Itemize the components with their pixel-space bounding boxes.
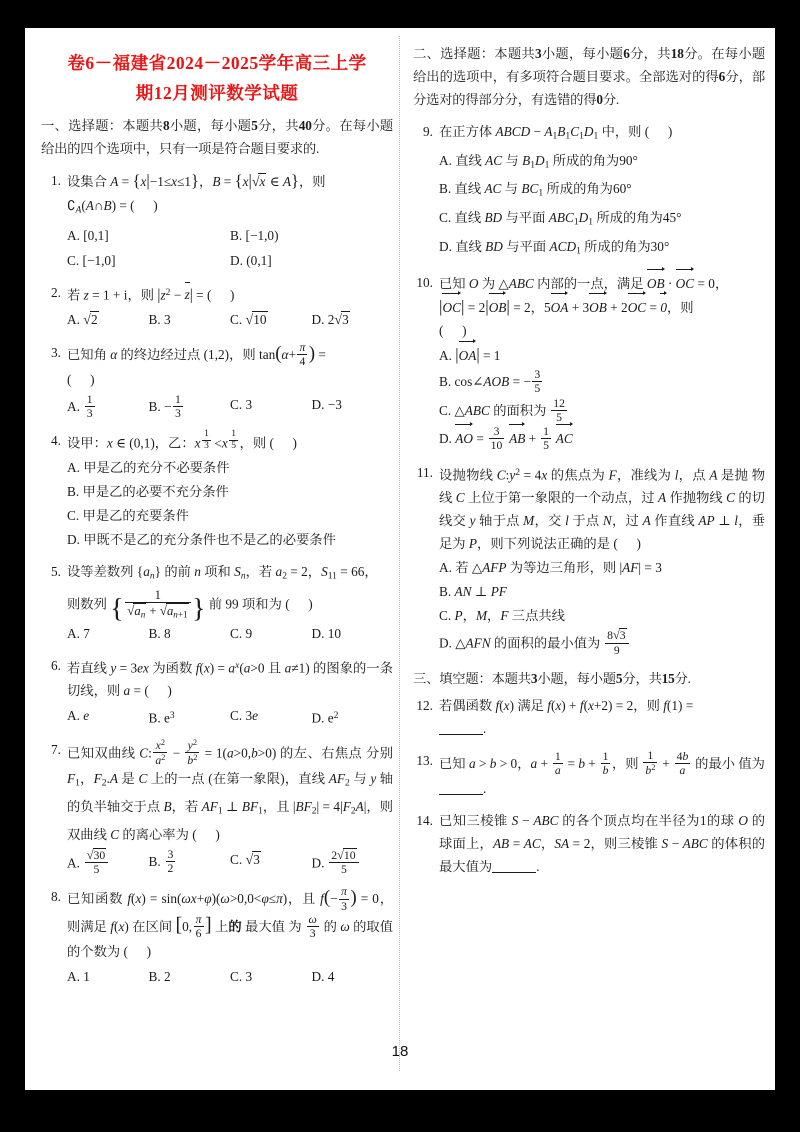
question-7 — [41, 738, 393, 876]
page-title-line1: 卷6－福建省2024－2025学年高三上学 — [67, 53, 367, 73]
question-7-option-d[interactable]: D. $\frac{2√10}{5}$ — [312, 848, 394, 877]
question-11-option-b[interactable]: B. AN ⊥ PF — [439, 584, 507, 600]
question-12 — [413, 694, 765, 740]
question-4-option-c[interactable]: C. 甲是乙的充要条件 — [67, 508, 189, 524]
question-13-number: 13. — [416, 753, 433, 769]
question-8-option-d[interactable]: D. 4 — [311, 968, 335, 984]
question-3-option-b[interactable]: B. − $\frac{1}{3}$ — [148, 393, 181, 421]
question-9-option-b[interactable]: B. 直线 AC 与 $BC_1$ 所成的角为60° — [439, 181, 632, 200]
question-8-option-b[interactable]: B. 2 — [148, 968, 171, 984]
question-13 — [413, 749, 765, 800]
page-number: 18 — [391, 1043, 409, 1060]
question-4-option-b[interactable]: B. 甲是乙的必要不充分条件 — [67, 484, 229, 500]
question-6-option-a[interactable]: A. e — [67, 708, 90, 724]
question-6-option-b[interactable]: B. $e^3$ — [148, 710, 175, 726]
question-7-option-b[interactable]: B. $\frac{3}{2}$ — [148, 847, 174, 875]
question-1-stem: 设集合 A = {x|−1≤x≤1}，B = {x|√x ∈ A}，则 $∁_A(A\cap B)$ = ( ) — [67, 171, 326, 216]
question-4-options — [67, 456, 393, 551]
question-9-option-d[interactable]: D. 直线 BD 与平面 $ACD_1$ 所成的角为30° — [439, 238, 670, 257]
question-4-option-d[interactable]: D. 甲既不是乙的充分条件也不是乙的必要条件 — [67, 532, 336, 548]
question-8-number: 8. — [51, 889, 61, 905]
question-3-option-c[interactable]: C. 3 — [230, 397, 253, 413]
question-6-number: 6. — [51, 657, 61, 673]
question-7-options — [67, 848, 393, 877]
page-title — [41, 48, 393, 108]
question-11-stem: 设抛物线 $C:y^2 = 4x$ 的焦点为 F，准线为 l，点 A 是抛 物线 C 上位于第一象限的一个动点，过 A 作抛物线 C 的切线交 y 轴于点 M，交 l 于点 N，过 A 作直线 AP ⊥ l，垂足为 P，则下列说法正确的是 ( ) — [439, 466, 766, 552]
question-10-options — [439, 343, 765, 452]
question-1-option-d[interactable]: D. (0,1] — [230, 252, 272, 268]
question-12-stem: 若偶函数 f(x) 满足 f(x) + f(x+2) = 2，则 f(1) = . — [439, 698, 694, 737]
question-14 — [413, 809, 765, 878]
question-8-options — [67, 965, 393, 988]
question-10-option-c[interactable]: C. △ABC 的面积为 $\frac{12}{5}$ — [439, 396, 565, 424]
question-2-stem: 若 z = 1 + i，则 $|z^2 - z|$ = ( ) — [67, 281, 393, 306]
question-11-option-a[interactable]: A. 若 △AFP 为等边三角形，则 |AF| = 3 — [439, 560, 662, 576]
question-6-stem: 若直线 y = 3ex 为函数 $f(x) = a^x(a>0$ 且 a≠1) 的图象的一条切线，则 a = ( ) — [67, 659, 393, 699]
question-5-option-c[interactable]: C. 9 — [230, 625, 253, 641]
question-4-option-a[interactable]: A. 甲是乙的充分不必要条件 — [67, 460, 230, 476]
question-6-option-c[interactable]: C. 3e — [230, 708, 259, 724]
question-3-options — [67, 393, 393, 420]
right-column — [413, 40, 765, 878]
question-9-number: 9. — [423, 124, 433, 139]
question-10 — [413, 271, 765, 452]
question-3 — [41, 341, 393, 420]
question-9-stem: 在正方体 ABCD − $A_1B_1C_1D_1$ 中，则 ( ) — [439, 124, 673, 142]
question-4 — [41, 429, 393, 551]
question-12-number: 12. — [416, 698, 433, 714]
question-7-option-c[interactable]: C. √3 — [230, 851, 260, 868]
question-1-option-b[interactable]: B. [−1,0) — [230, 227, 279, 243]
question-6-options — [67, 704, 393, 729]
question-9 — [413, 120, 765, 262]
question-1-option-c[interactable]: C. [−1,0] — [67, 252, 116, 268]
question-11 — [413, 461, 765, 657]
question-3-option-a[interactable]: A. $\frac{1}{3}$ — [67, 393, 93, 421]
question-2-number: 2. — [51, 284, 61, 300]
question-8-option-c[interactable]: C. 3 — [230, 968, 253, 984]
question-10-number: 10. — [416, 275, 433, 291]
question-1-options-row-2 — [67, 249, 393, 272]
question-11-option-c[interactable]: C. P，M，F 三点共线 — [439, 608, 565, 624]
question-9-options — [439, 149, 765, 263]
question-5-stem: 设等差数列 $\{a_n\}$ 的前 n 项和 $S_n$，若 $a_2 = 2$，$S_{11} = 66$， 则数列 { $\frac{1}{√a_n + √a_{n+1}}$ } 前 99 项和为 ( ) — [67, 564, 378, 624]
question-3-number: 3. — [51, 344, 61, 360]
question-4-number: 4. — [51, 433, 61, 449]
question-1-option-a[interactable]: A. [0,1] — [67, 227, 109, 243]
question-7-number: 7. — [51, 742, 61, 758]
question-10-option-a[interactable]: A. |OA| = 1 — [439, 343, 765, 367]
page-title-line2: 期12月测评数学试题 — [135, 83, 299, 103]
question-2 — [41, 281, 393, 332]
section-one-header: 一、选择题：本题共8小题，每小题5分，共40分。在每小题给出的四个选项中，只有一项是符合题目要求的. — [41, 118, 393, 156]
question-3-stem: 已知角 α 的终边经过点 (1,2)，则 tan(α+ $\frac{\pi}{4}$ ) = ( ) — [67, 340, 326, 388]
question-8-option-a[interactable]: A. 1 — [67, 968, 90, 984]
question-2-option-c[interactable]: C. √10 — [230, 311, 267, 328]
question-14-answer-blank[interactable] — [492, 872, 536, 873]
question-5-option-b[interactable]: B. 8 — [148, 625, 171, 641]
question-14-stem: 已知三棱锥 S − ABC 的各个顶点均在半径为1的球 O 的球面上，AB = AC，SA = 2，则三棱锥 S − ABC 的体积的最大值为 . — [439, 813, 766, 875]
question-5-option-d[interactable]: D. 10 — [311, 625, 342, 641]
question-7-stem: 已知双曲线 C: $\frac{x^2}{a^2}$ − $\frac{y^2}{b^2}$ = 1(a>0,b>0) 的左、右焦点 分别 $F_1$，$F_2.A$ 是 C 上的一点 (在第一象限)，直线 $AF_2$ 与 y 轴的负半轴交于点 B，若 $AF_1$ ⊥ $BF_1$，且 $|BF_2| = 4|F_2A|$，则双曲线 C 的离心率为 ( ) — [67, 737, 394, 842]
question-5-option-a[interactable]: A. 7 — [67, 625, 90, 641]
question-2-options — [67, 308, 393, 332]
question-1 — [41, 169, 393, 272]
question-5-options — [67, 622, 393, 645]
question-5-number: 5. — [51, 564, 61, 580]
section-two-header: 二、选择题：本题共3小题，每小题6分，共18分。在每小题给出的选项中，有多项符合题目要求。全部选对的得6分，部分选对的得部分分，有选错的得0分. — [413, 46, 765, 107]
question-1-number: 1. — [51, 173, 61, 188]
question-13-stem: 已知 a > b > 0，a + $\frac{1}{a}$ = b + $\frac{1}{b}$ ，则 $\frac{1}{b^2}$ + $\frac{4b}{a}$ 的最小 值为. — [439, 749, 765, 797]
question-6-option-d[interactable]: D. $e^2$ — [311, 710, 339, 726]
question-2-option-a[interactable]: A. √2 — [67, 311, 98, 328]
question-4-stem: 设甲：x ∈ (0,1)，乙：x $^{\frac{1}{3}}$ <x $^{\frac{1}{5}}$ ，则 ( ) — [67, 428, 297, 452]
exam-page — [25, 28, 775, 1090]
question-10-option-d[interactable]: D. AO = $\frac{3}{10}$ AB + $\frac{1}{5}$ AC — [439, 424, 573, 452]
question-12-answer-blank[interactable] — [439, 734, 483, 735]
question-3-option-d[interactable]: D. −3 — [311, 397, 342, 413]
question-9-option-a[interactable]: A. 直线 AC 与 $B_1D_1$ 所成的角为90° — [439, 152, 638, 171]
column-divider — [399, 36, 400, 1071]
question-13-answer-blank[interactable] — [439, 794, 483, 795]
question-1-options-row-1 — [67, 224, 393, 247]
question-7-option-a[interactable]: A. $\frac{√30}{5}$ — [67, 848, 149, 877]
question-2-option-d[interactable]: D. 2√3 — [311, 311, 349, 328]
question-11-number: 11. — [416, 464, 433, 480]
question-6 — [41, 654, 393, 730]
question-11-option-d[interactable]: D. △AFN 的面积的最小值为 $\frac{8√3}{9}$ — [439, 628, 765, 657]
question-5 — [41, 560, 393, 645]
question-2-option-b[interactable]: B. 3 — [148, 311, 171, 327]
section-three-header: 三、填空题：本题共3小题，每小题5分，共15分. — [413, 671, 691, 687]
question-10-stem: 已知 O 为 △ABC 内部的一点，满足 OB · OC = 0， |OC| = 2|OB| = 2，5OA + 3OB + 2OC = 0，则 ( ) — [439, 271, 765, 342]
question-11-options — [439, 556, 765, 657]
question-8-stem: 已知函数 f(x) = sin(ωx+φ)(ω>0,0<φ≤π)，且 f(− $\frac{\pi}{3}$ ) = 0，则满足 f(x) 在区间 [0, $\frac{\pi}{6}$ ] 上的 最大值 为 $\frac{\omega}{3}$ 的 ω 的取值的个数为 ( ) — [67, 885, 394, 959]
question-14-number: 14. — [416, 813, 433, 829]
left-column — [41, 40, 393, 988]
question-9-option-c[interactable]: C. 直线 BD 与平面 $ABC_1D_1$ 所成的角为45° — [439, 210, 682, 228]
question-8 — [41, 885, 393, 987]
question-10-option-b[interactable]: B. cos∠AOB = − $\frac{3}{5}$ — [439, 368, 541, 396]
